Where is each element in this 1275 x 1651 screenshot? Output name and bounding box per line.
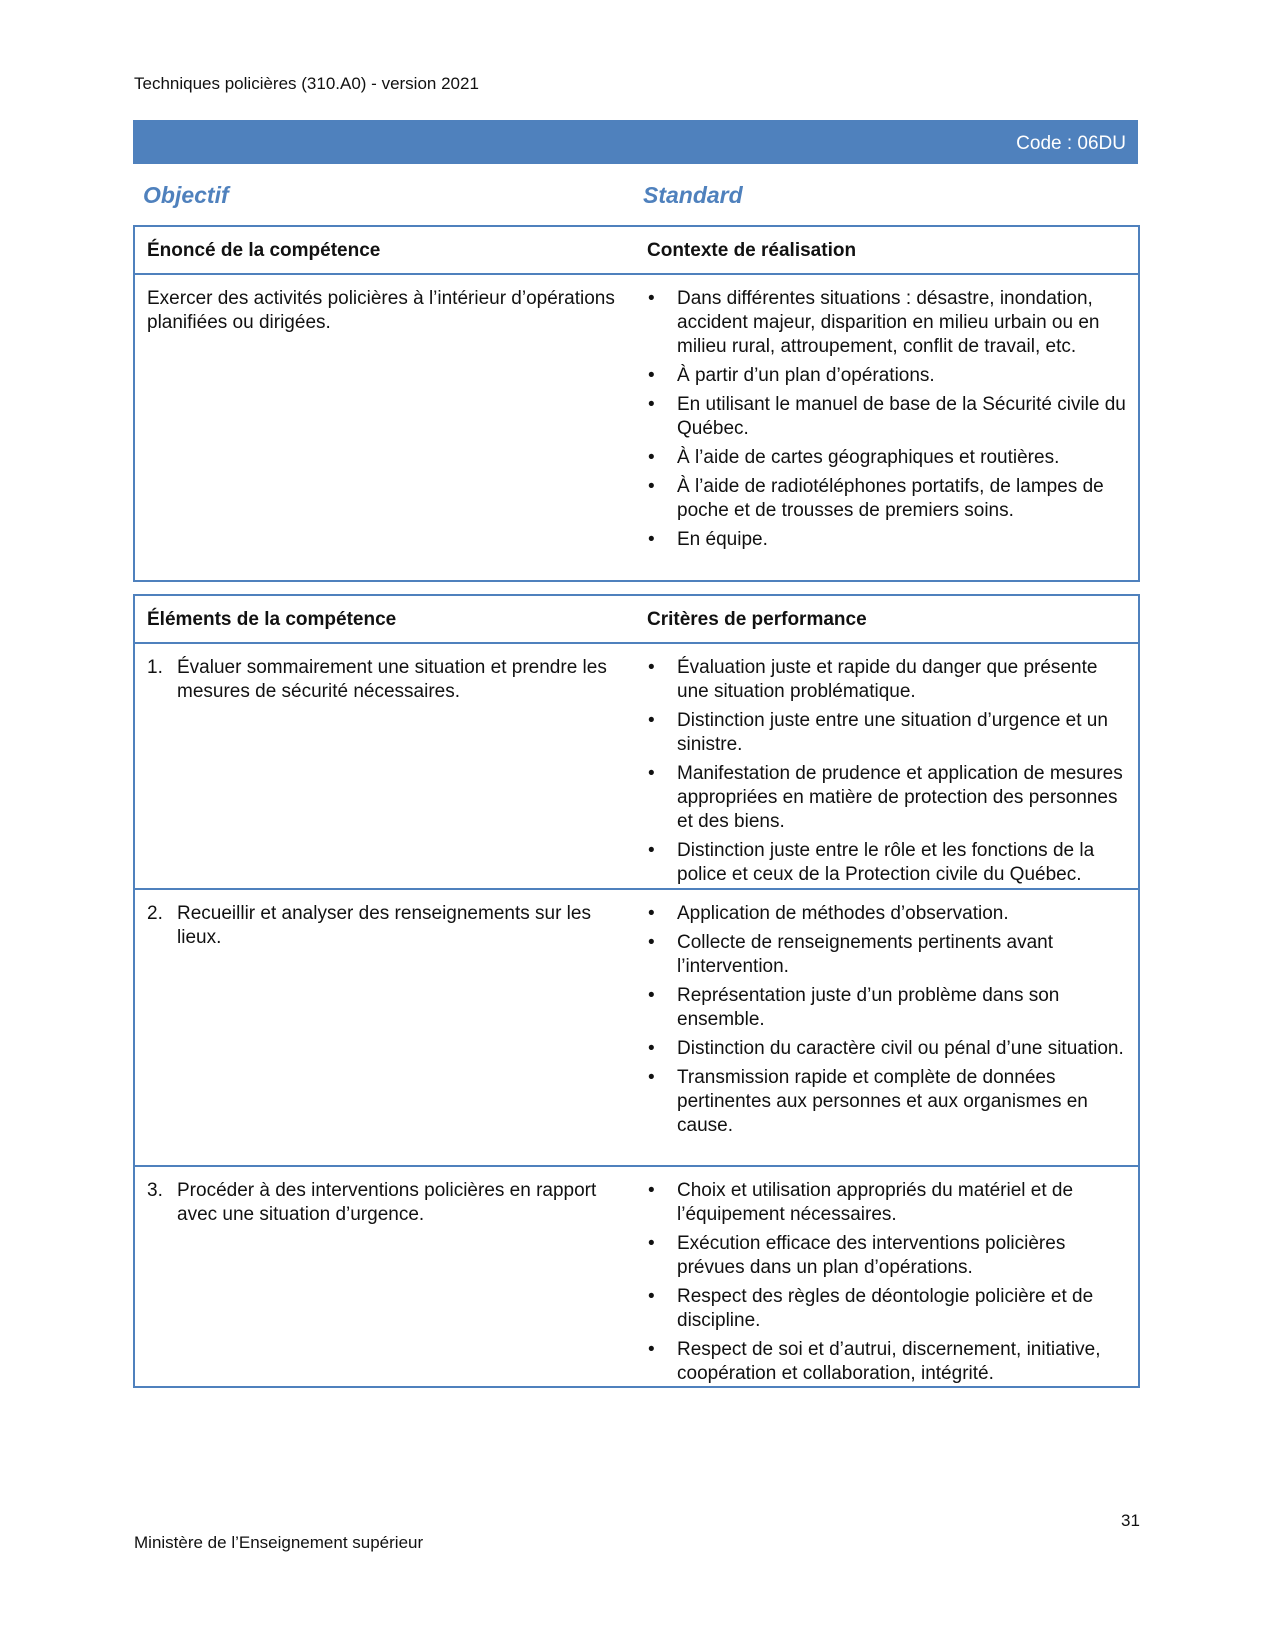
- criteria-header: Critères de performance: [647, 609, 867, 630]
- element-cell: [147, 1179, 617, 1227]
- context-header: Contexte de réalisation: [647, 240, 857, 261]
- criteria-list: [647, 902, 1127, 1143]
- bullet-icon: •: [648, 710, 655, 731]
- list-item: • Distinction juste entre le rôle et les fonctions de la police et ceux de la Protection civile du Québec.: [648, 840, 1095, 885]
- bullet-icon: •: [648, 763, 655, 784]
- context-list: [647, 287, 1127, 557]
- statement-header-row: [135, 227, 1138, 275]
- element-text: Recueillir et analyser des renseignements sur les lieux.: [177, 903, 591, 948]
- element-number: 1.: [147, 657, 163, 678]
- footer-ministry: Ministère de l’Enseignement supérieur: [134, 1533, 424, 1552]
- bullet-icon: •: [648, 657, 655, 678]
- competency-statement-table: [133, 225, 1140, 582]
- bullet-icon: •: [648, 394, 655, 415]
- list-item: • À partir d’un plan d’opérations.: [648, 365, 935, 386]
- list-item: • Collecte de renseignements pertinents avant l’intervention.: [648, 932, 1054, 977]
- bullet-icon: •: [648, 1339, 655, 1360]
- competency-statement: Exercer des activités policières à l’intérieur d’opérations planifiées ou dirigées.: [147, 288, 615, 333]
- code-bar: [133, 120, 1138, 164]
- document-header: Techniques policières (310.A0) - version 2021: [134, 74, 479, 93]
- element-row-3: [135, 1167, 1138, 1388]
- bullet-icon: •: [648, 903, 655, 924]
- bullet-icon: •: [648, 476, 655, 497]
- list-item: • À l’aide de radiotéléphones portatifs, de lampes de poche et de trousses de premiers soins.: [648, 476, 1104, 521]
- statement-header: Énoncé de la compétence: [147, 240, 381, 261]
- bullet-icon: •: [648, 1286, 655, 1307]
- element-row-2: [135, 890, 1138, 1167]
- bullet-icon: •: [648, 1180, 655, 1201]
- standard-label: Standard: [643, 182, 743, 208]
- list-item: • Représentation juste d’un problème dans son ensemble.: [648, 985, 1060, 1030]
- element-text: Évaluer sommairement une situation et prendre les mesures de sécurité nécessaires.: [177, 657, 607, 702]
- competency-code: Code : 06DU: [1016, 133, 1126, 154]
- list-item: • Choix et utilisation appropriés du matériel et de l’équipement nécessaires.: [648, 1180, 1074, 1225]
- element-text: Procéder à des interventions policières en rapport avec une situation d’urgence.: [177, 1180, 597, 1225]
- element-number: 2.: [147, 903, 163, 924]
- bullet-icon: •: [648, 840, 655, 861]
- criteria-list: [647, 1179, 1127, 1391]
- statement-text-cell: [147, 287, 617, 335]
- competency-elements-table: [133, 594, 1140, 1388]
- element-cell: [147, 902, 617, 950]
- element-cell: [147, 656, 617, 704]
- list-item: • Dans différentes situations : désastre, inondation, accident majeur, disparition en milieu urbain ou en milieu rural, attroupement, conflit de travail, etc.: [648, 288, 1100, 357]
- list-item: • En équipe.: [648, 529, 768, 550]
- bullet-icon: •: [648, 529, 655, 550]
- bullet-icon: •: [648, 1233, 655, 1254]
- element-row-1: [135, 644, 1138, 890]
- bullet-icon: •: [648, 288, 655, 309]
- page-number: 31: [1121, 1511, 1140, 1530]
- elements-header: Éléments de la compétence: [147, 609, 397, 630]
- criteria-list: [647, 656, 1127, 892]
- statement-row: [135, 275, 1138, 580]
- list-item: • Respect de soi et d’autrui, discernement, initiative, coopération et collaboration, intégrité.: [648, 1339, 1101, 1384]
- element-number: 3.: [147, 1180, 163, 1201]
- list-item: • À l’aide de cartes géographiques et routières.: [648, 447, 1060, 468]
- bullet-icon: •: [648, 365, 655, 386]
- list-item: • Distinction du caractère civil ou pénal d’une situation.: [648, 1038, 1124, 1059]
- list-item: • Application de méthodes d’observation.: [648, 903, 1009, 924]
- bullet-icon: •: [648, 932, 655, 953]
- list-item: • Manifestation de prudence et application de mesures appropriées en matière de protection des personnes et des biens.: [648, 763, 1123, 832]
- list-item: • Respect des règles de déontologie policière et de discipline.: [648, 1286, 1094, 1331]
- bullet-icon: •: [648, 447, 655, 468]
- list-item: • Évaluation juste et rapide du danger que présente une situation problématique.: [648, 657, 1098, 702]
- bullet-icon: •: [648, 1067, 655, 1088]
- list-item: • En utilisant le manuel de base de la Sécurité civile du Québec.: [648, 394, 1126, 439]
- bullet-icon: •: [648, 985, 655, 1006]
- elements-header-row: [135, 596, 1138, 644]
- bullet-icon: •: [648, 1038, 655, 1059]
- list-item: • Transmission rapide et complète de données pertinentes aux personnes et aux organismes en cause.: [648, 1067, 1088, 1136]
- list-item: • Exécution efficace des interventions policières prévues dans un plan d’opérations.: [648, 1233, 1066, 1278]
- objectif-label: Objectif: [143, 182, 229, 208]
- list-item: • Distinction juste entre une situation d’urgence et un sinistre.: [648, 710, 1108, 755]
